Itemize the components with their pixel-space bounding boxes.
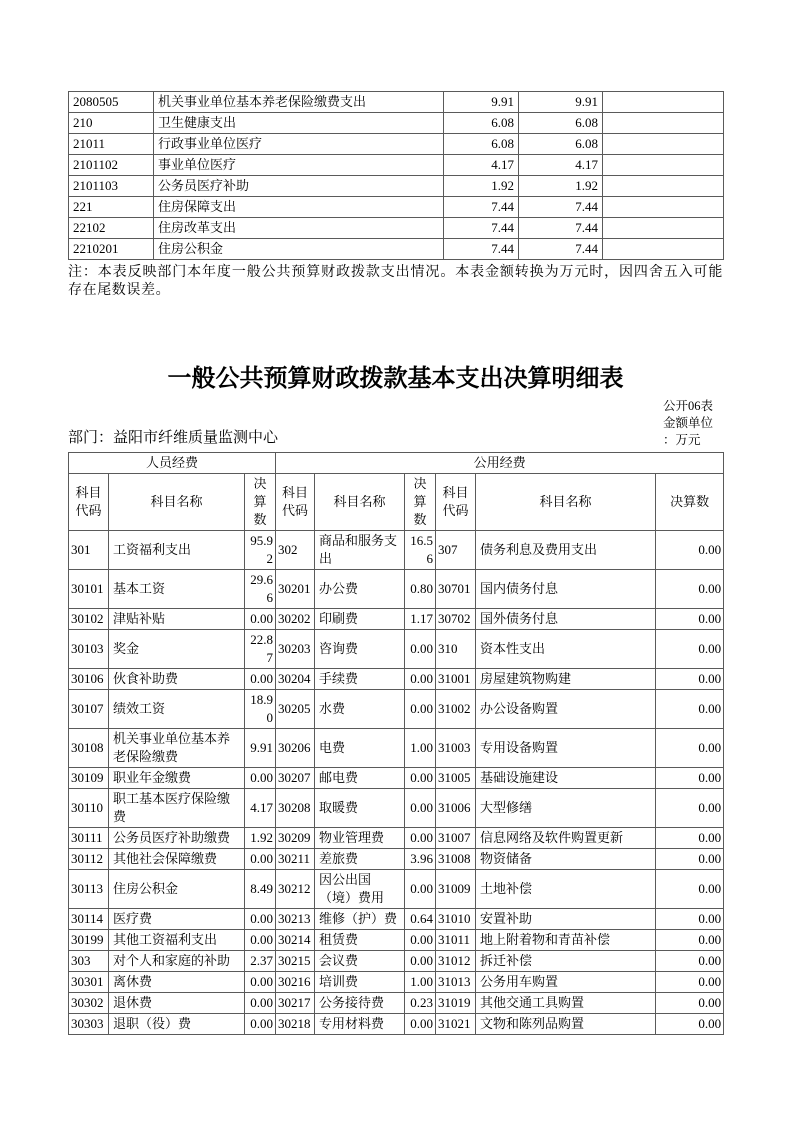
subject-name-cell: 专用材料费 <box>315 1014 405 1035</box>
amount-cell: 0.00 <box>656 768 724 789</box>
amount-cell: 0.00 <box>405 1014 436 1035</box>
table-row <box>69 218 724 239</box>
subject-name-cell: 物资储备 <box>476 849 656 870</box>
table-row <box>69 239 724 260</box>
subject-name-cell: 取暖费 <box>315 789 405 828</box>
form-code: 公开06表 <box>663 399 714 413</box>
amount-cell: 0.00 <box>405 768 436 789</box>
subject-name-cell: 资本性支出 <box>476 630 656 669</box>
subject-code-cell: 30113 <box>69 870 109 909</box>
amount-cell: 4.17 <box>519 155 603 176</box>
subject-code-cell: 30301 <box>69 972 109 993</box>
subject-code-cell: 30103 <box>69 630 109 669</box>
col-header-subject-name: 科目名称 <box>476 474 656 531</box>
form-info <box>663 398 723 449</box>
amount-cell: 0.00 <box>656 909 724 930</box>
amount-cell: 1.00 <box>405 972 436 993</box>
unit-label-line1: 金额单位 <box>663 416 714 430</box>
subject-code-cell: 221 <box>69 197 154 218</box>
subject-name-cell: 工资福利支出 <box>109 531 245 570</box>
subject-code-cell: 30216 <box>276 972 315 993</box>
amount-cell: 0.00 <box>656 531 724 570</box>
subject-name-cell: 国内债务付息 <box>476 570 656 609</box>
amount-cell: 0.00 <box>656 669 724 690</box>
subject-name-cell: 津贴补贴 <box>109 609 245 630</box>
table-row <box>69 909 724 930</box>
amount-cell: 0.00 <box>656 930 724 951</box>
amount-cell: 0.00 <box>656 849 724 870</box>
amount-cell: 6.08 <box>519 134 603 155</box>
subject-name-cell: 住房保障支出 <box>154 197 444 218</box>
table-row <box>69 828 724 849</box>
subject-code-cell: 22102 <box>69 218 154 239</box>
amount-cell: 0.00 <box>656 972 724 993</box>
amount-cell: 1.92 <box>519 176 603 197</box>
table-row <box>69 849 724 870</box>
table-row <box>69 609 724 630</box>
amount-cell: 0.00 <box>656 828 724 849</box>
subject-code-cell: 30109 <box>69 768 109 789</box>
amount-cell: 9.91 <box>245 729 276 768</box>
department-label: 部门： <box>68 430 114 446</box>
subject-name-cell: 文物和陈列品购置 <box>476 1014 656 1035</box>
amount-cell: 0.00 <box>245 768 276 789</box>
amount-cell: 0.00 <box>656 570 724 609</box>
subject-code-cell: 30701 <box>436 570 476 609</box>
page-content <box>68 0 723 1035</box>
subject-name-cell: 对个人和家庭的补助 <box>109 951 245 972</box>
subject-name-cell: 公务员医疗补助 <box>154 176 444 197</box>
subject-code-cell: 30199 <box>69 930 109 951</box>
subject-code-cell: 310 <box>436 630 476 669</box>
subject-code-cell: 301 <box>69 531 109 570</box>
table-row <box>69 690 724 729</box>
subject-code-cell: 31005 <box>436 768 476 789</box>
amount-cell: 7.44 <box>444 218 519 239</box>
subject-code-cell: 31010 <box>436 909 476 930</box>
subject-code-cell: 30702 <box>436 609 476 630</box>
subject-code-cell: 31021 <box>436 1014 476 1035</box>
amount-cell: 0.00 <box>656 1014 724 1035</box>
subject-code-cell: 21011 <box>69 134 154 155</box>
amount-cell: 16.56 <box>405 531 436 570</box>
amount-cell: 0.00 <box>245 993 276 1014</box>
amount-cell: 18.90 <box>245 690 276 729</box>
empty-cell <box>603 113 724 134</box>
col-header-amount: 决算数 <box>245 474 276 531</box>
table-row <box>69 630 724 669</box>
basic-expenditure-detail-table <box>68 452 724 1035</box>
subject-name-cell: 公务用车购置 <box>476 972 656 993</box>
amount-cell: 6.08 <box>444 134 519 155</box>
subject-name-cell: 退休费 <box>109 993 245 1014</box>
subject-code-cell: 302 <box>276 531 315 570</box>
subject-code-cell: 2080505 <box>69 92 154 113</box>
amount-cell: 0.23 <box>405 993 436 1014</box>
amount-cell: 0.00 <box>405 870 436 909</box>
subject-name-cell: 住房公积金 <box>154 239 444 260</box>
amount-cell: 0.00 <box>656 789 724 828</box>
subject-code-cell: 30205 <box>276 690 315 729</box>
subject-code-cell: 30201 <box>276 570 315 609</box>
column-header-row <box>69 474 724 531</box>
subject-name-cell: 培训费 <box>315 972 405 993</box>
subject-code-cell: 30106 <box>69 669 109 690</box>
amount-cell: 2.37 <box>245 951 276 972</box>
amount-cell: 0.80 <box>405 570 436 609</box>
subject-name-cell: 办公费 <box>315 570 405 609</box>
amount-cell: 0.00 <box>656 630 724 669</box>
amount-cell: 7.44 <box>444 197 519 218</box>
subject-name-cell: 拆迁补偿 <box>476 951 656 972</box>
subject-name-cell: 维修（护）费 <box>315 909 405 930</box>
table-row <box>69 197 724 218</box>
col-header-subject-code: 科目代码 <box>69 474 109 531</box>
subject-code-cell: 30302 <box>69 993 109 1014</box>
amount-cell: 0.00 <box>405 930 436 951</box>
amount-cell: 4.17 <box>245 789 276 828</box>
amount-cell: 0.00 <box>405 951 436 972</box>
table-row <box>69 92 724 113</box>
amount-cell: 1.17 <box>405 609 436 630</box>
subject-code-cell: 30214 <box>276 930 315 951</box>
amount-cell: 9.91 <box>444 92 519 113</box>
subject-code-cell: 30110 <box>69 789 109 828</box>
table-row <box>69 669 724 690</box>
subject-name-cell: 退职（役）费 <box>109 1014 245 1035</box>
amount-cell: 8.49 <box>245 870 276 909</box>
amount-cell: 4.17 <box>444 155 519 176</box>
subject-name-cell: 差旅费 <box>315 849 405 870</box>
subject-code-cell: 30208 <box>276 789 315 828</box>
subject-name-cell: 电费 <box>315 729 405 768</box>
subject-code-cell: 30114 <box>69 909 109 930</box>
subject-name-cell: 租赁费 <box>315 930 405 951</box>
subject-name-cell: 印刷费 <box>315 609 405 630</box>
amount-cell: 0.00 <box>245 972 276 993</box>
department-line <box>68 426 278 447</box>
subject-code-cell: 31007 <box>436 828 476 849</box>
subject-name-cell: 国外债务付息 <box>476 609 656 630</box>
amount-cell: 0.00 <box>405 828 436 849</box>
subject-name-cell: 安置补助 <box>476 909 656 930</box>
amount-cell: 7.44 <box>519 218 603 239</box>
subject-code-cell: 31013 <box>436 972 476 993</box>
subject-name-cell: 土地补偿 <box>476 870 656 909</box>
col-header-amount: 决算数 <box>656 474 724 531</box>
subject-code-cell: 31011 <box>436 930 476 951</box>
empty-cell <box>603 176 724 197</box>
table-row <box>69 993 724 1014</box>
detail-table-header <box>69 453 724 531</box>
subject-name-cell: 公务员医疗补助缴费 <box>109 828 245 849</box>
amount-cell: 0.64 <box>405 909 436 930</box>
subject-name-cell: 手续费 <box>315 669 405 690</box>
table-row <box>69 134 724 155</box>
table-meta-row <box>68 396 723 452</box>
subject-name-cell: 卫生健康支出 <box>154 113 444 134</box>
amount-cell: 0.00 <box>405 690 436 729</box>
subject-name-cell: 其他交通工具购置 <box>476 993 656 1014</box>
table-row <box>69 1014 724 1035</box>
subject-name-cell: 机关事业单位基本养老保险缴费 <box>109 729 245 768</box>
subject-name-cell: 其他工资福利支出 <box>109 930 245 951</box>
subject-code-cell: 30209 <box>276 828 315 849</box>
table-row <box>69 789 724 828</box>
col-header-subject-code: 科目代码 <box>276 474 315 531</box>
amount-cell: 0.00 <box>656 729 724 768</box>
amount-cell: 0.00 <box>405 669 436 690</box>
subject-name-cell: 地上附着物和青苗补偿 <box>476 930 656 951</box>
empty-cell <box>603 197 724 218</box>
subject-code-cell: 30108 <box>69 729 109 768</box>
subject-code-cell: 210 <box>69 113 154 134</box>
subject-name-cell: 商品和服务支出 <box>315 531 405 570</box>
empty-cell <box>603 218 724 239</box>
subject-name-cell: 邮电费 <box>315 768 405 789</box>
page-title: 一般公共预算财政拨款基本支出决算明细表 <box>167 366 624 392</box>
subject-code-cell: 307 <box>436 531 476 570</box>
table-row <box>69 870 724 909</box>
subject-code-cell: 31001 <box>436 669 476 690</box>
table-row <box>69 768 724 789</box>
expenditure-continuation-body <box>69 92 724 260</box>
amount-cell: 6.08 <box>519 113 603 134</box>
subject-name-cell: 大型修缮 <box>476 789 656 828</box>
col-header-subject-name: 科目名称 <box>315 474 405 531</box>
subject-name-cell: 其他社会保障缴费 <box>109 849 245 870</box>
subject-code-cell: 30303 <box>69 1014 109 1035</box>
amount-cell: 0.00 <box>656 609 724 630</box>
subject-code-cell: 30203 <box>276 630 315 669</box>
subject-code-cell: 30112 <box>69 849 109 870</box>
subject-code-cell: 2210201 <box>69 239 154 260</box>
table-row <box>69 570 724 609</box>
subject-name-cell: 住房改革支出 <box>154 218 444 239</box>
subject-name-cell: 专用设备购置 <box>476 729 656 768</box>
subject-name-cell: 基本工资 <box>109 570 245 609</box>
subject-code-cell: 30211 <box>276 849 315 870</box>
amount-cell: 0.00 <box>405 630 436 669</box>
amount-cell: 9.91 <box>519 92 603 113</box>
subject-name-cell: 公务接待费 <box>315 993 405 1014</box>
amount-cell: 7.44 <box>519 239 603 260</box>
detail-table-body <box>69 531 724 1035</box>
subject-name-cell: 医疗费 <box>109 909 245 930</box>
subject-code-cell: 31003 <box>436 729 476 768</box>
subject-name-cell: 因公出国（境）费用 <box>315 870 405 909</box>
amount-cell: 0.00 <box>245 669 276 690</box>
amount-cell: 22.87 <box>245 630 276 669</box>
subject-code-cell: 31009 <box>436 870 476 909</box>
table-row <box>69 951 724 972</box>
subject-name-cell: 房屋建筑物购建 <box>476 669 656 690</box>
subject-name-cell: 信息网络及软件购置更新 <box>476 828 656 849</box>
table-row <box>69 155 724 176</box>
amount-cell: 0.00 <box>656 951 724 972</box>
amount-cell: 1.00 <box>405 729 436 768</box>
subject-name-cell: 会议费 <box>315 951 405 972</box>
table-row <box>69 729 724 768</box>
empty-cell <box>603 239 724 260</box>
subject-name-cell: 职业年金缴费 <box>109 768 245 789</box>
empty-cell <box>603 134 724 155</box>
table-note: 注：本表反映部门本年度一般公共预算财政拨款支出情况。本表金额转换为万元时，因四舍五入可能存在尾数误差。 <box>68 265 723 298</box>
subject-name-cell: 咨询费 <box>315 630 405 669</box>
col-header-amount: 决算数 <box>405 474 436 531</box>
amount-cell: 29.66 <box>245 570 276 609</box>
amount-cell: 0.00 <box>245 609 276 630</box>
subject-code-cell: 30212 <box>276 870 315 909</box>
subject-code-cell: 31019 <box>436 993 476 1014</box>
empty-cell <box>603 155 724 176</box>
subject-name-cell: 住房公积金 <box>109 870 245 909</box>
amount-cell: 0.00 <box>245 849 276 870</box>
subject-code-cell: 2101102 <box>69 155 154 176</box>
amount-cell: 0.00 <box>245 1014 276 1035</box>
subject-code-cell: 31006 <box>436 789 476 828</box>
subject-name-cell: 离休费 <box>109 972 245 993</box>
col-header-subject-code: 科目代码 <box>436 474 476 531</box>
table-row <box>69 176 724 197</box>
amount-cell: 0.00 <box>656 993 724 1014</box>
subject-name-cell: 职工基本医疗保险缴费 <box>109 789 245 828</box>
subject-code-cell: 30217 <box>276 993 315 1014</box>
amount-cell: 95.92 <box>245 531 276 570</box>
table-row <box>69 930 724 951</box>
subject-name-cell: 办公设备购置 <box>476 690 656 729</box>
amount-cell: 7.44 <box>444 239 519 260</box>
group-header-row <box>69 453 724 474</box>
subject-code-cell: 303 <box>69 951 109 972</box>
subject-name-cell: 基础设施建设 <box>476 768 656 789</box>
table-row <box>69 972 724 993</box>
subject-code-cell: 2101103 <box>69 176 154 197</box>
subject-code-cell: 30107 <box>69 690 109 729</box>
amount-cell: 0.00 <box>245 930 276 951</box>
subject-name-cell: 绩效工资 <box>109 690 245 729</box>
amount-cell: 0.00 <box>656 690 724 729</box>
amount-cell: 6.08 <box>444 113 519 134</box>
subject-code-cell: 31012 <box>436 951 476 972</box>
amount-cell: 3.96 <box>405 849 436 870</box>
subject-code-cell: 30207 <box>276 768 315 789</box>
amount-cell: 0.00 <box>245 909 276 930</box>
subject-name-cell: 伙食补助费 <box>109 669 245 690</box>
subject-code-cell: 31002 <box>436 690 476 729</box>
amount-cell: 0.00 <box>656 870 724 909</box>
amount-cell: 7.44 <box>519 197 603 218</box>
department-name: 益阳市纤维质量监测中心 <box>113 430 279 446</box>
subject-name-cell: 奖金 <box>109 630 245 669</box>
amount-cell: 1.92 <box>444 176 519 197</box>
subject-name-cell: 机关事业单位基本养老保险缴费支出 <box>154 92 444 113</box>
subject-name-cell: 行政事业单位医疗 <box>154 134 444 155</box>
subject-code-cell: 30101 <box>69 570 109 609</box>
col-header-subject-name: 科目名称 <box>109 474 245 531</box>
subject-name-cell: 事业单位医疗 <box>154 155 444 176</box>
subject-code-cell: 30206 <box>276 729 315 768</box>
group-header-personnel: 人员经费 <box>69 453 276 474</box>
expenditure-continuation-table <box>68 91 724 260</box>
unit-label-line2: ：万元 <box>663 433 701 447</box>
group-header-public: 公用经费 <box>276 453 724 474</box>
table-row <box>69 113 724 134</box>
subject-code-cell: 30102 <box>69 609 109 630</box>
amount-cell: 0.00 <box>405 789 436 828</box>
empty-cell <box>603 92 724 113</box>
subject-code-cell: 30213 <box>276 909 315 930</box>
subject-name-cell: 水费 <box>315 690 405 729</box>
subject-code-cell: 30111 <box>69 828 109 849</box>
subject-name-cell: 物业管理费 <box>315 828 405 849</box>
subject-code-cell: 30218 <box>276 1014 315 1035</box>
subject-code-cell: 30204 <box>276 669 315 690</box>
subject-code-cell: 30202 <box>276 609 315 630</box>
amount-cell: 1.92 <box>245 828 276 849</box>
table-row <box>69 531 724 570</box>
subject-code-cell: 31008 <box>436 849 476 870</box>
subject-name-cell: 债务利息及费用支出 <box>476 531 656 570</box>
subject-code-cell: 30215 <box>276 951 315 972</box>
